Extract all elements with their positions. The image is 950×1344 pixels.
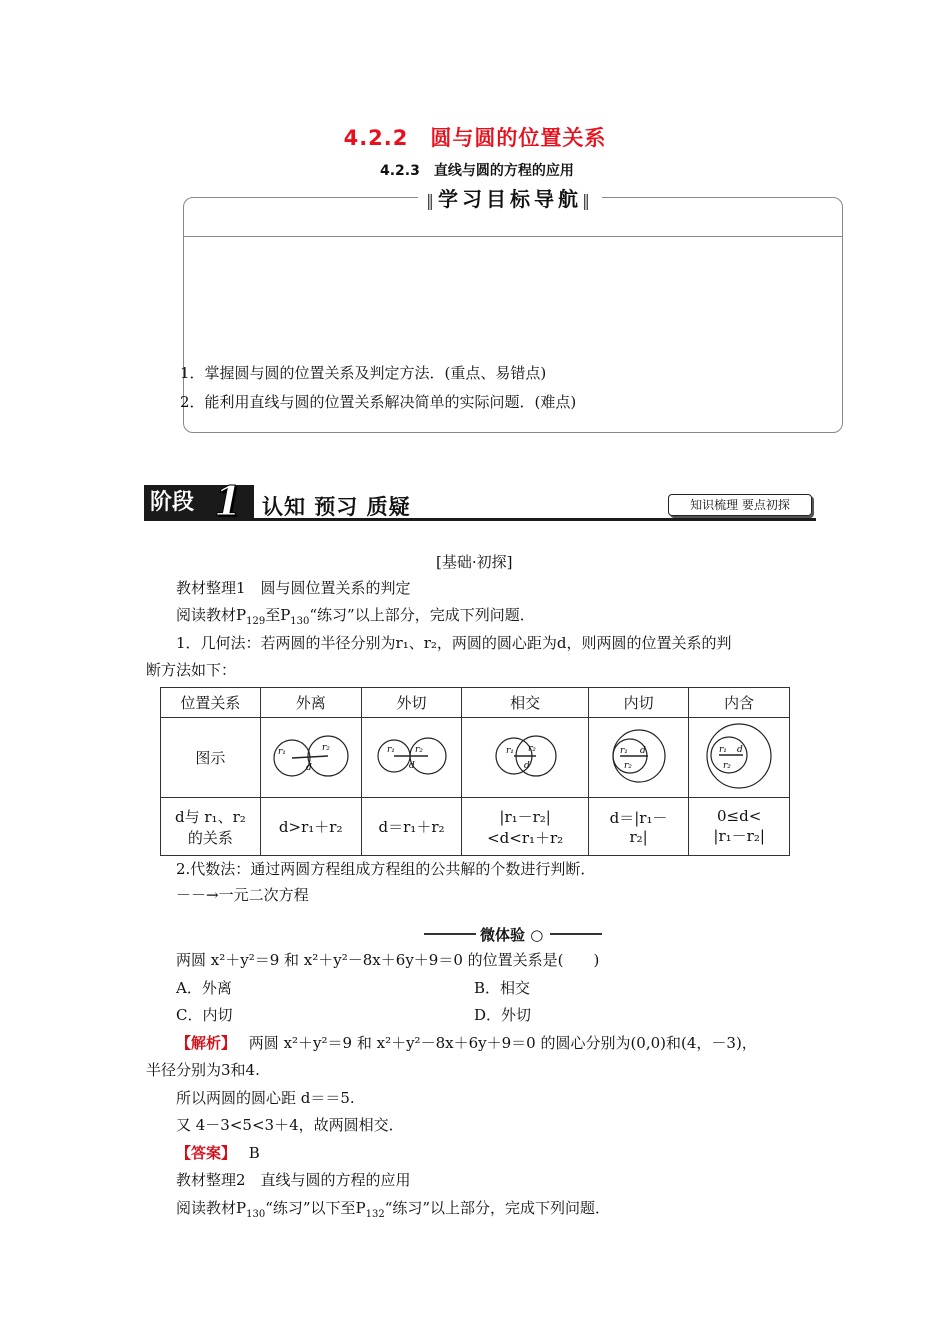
analysis-tag: 【解析】 bbox=[176, 1034, 237, 1052]
row-label-figure: 图示 bbox=[161, 718, 261, 798]
stage-tag: 知识梳理 要点初探 bbox=[668, 494, 812, 516]
fig-label-r2: r₂ bbox=[414, 744, 423, 755]
analysis-conclusion: 又 4－3<5<3＋4，故两圆相交． bbox=[176, 1116, 404, 1134]
item-1-cont: 断方法如下： bbox=[146, 661, 237, 679]
page-title: 4.2.2 圆与圆的位置关系 bbox=[343, 126, 607, 150]
separate-circles-figure bbox=[266, 726, 356, 786]
question: 两圆 x²＋y²＝9 和 x²＋y²－8x＋6y＋9＝0 的位置关系是( ) bbox=[176, 951, 600, 969]
fig-label-d: d bbox=[737, 744, 743, 755]
fig-label-r2: r₂ bbox=[723, 760, 732, 771]
analysis-cont: 半径分别为3和4. bbox=[146, 1061, 260, 1079]
answer: 【答案】 B bbox=[176, 1144, 260, 1162]
table-header: 外切 bbox=[361, 688, 462, 718]
table-header: 内含 bbox=[689, 688, 790, 718]
read-instruction-2: 阅读教材$P_{130}“$练习”以下至$P_{132}“$练习”以上部分，完成下列问题． bbox=[176, 1199, 611, 1220]
intersecting-circles-figure bbox=[480, 726, 570, 786]
fig-label-r2: r₂ bbox=[623, 760, 632, 771]
topic-1: 教材整理1 圆与圆位置关系的判定 bbox=[176, 579, 411, 597]
externally-tangent-figure bbox=[367, 726, 457, 786]
goals-box-frame bbox=[183, 236, 843, 357]
stage-label: 阶段 bbox=[144, 485, 254, 521]
relation-tangent-external: d＝r₁＋r₂ bbox=[361, 798, 462, 856]
option-d: D．外切 bbox=[474, 1006, 532, 1024]
fig-label-r1: r₁ bbox=[386, 744, 395, 755]
answer-tag: 【答案】 bbox=[176, 1144, 237, 1162]
figure-contained bbox=[689, 718, 790, 798]
analysis-distance: 所以两圆的圆心距 d＝＝5. bbox=[176, 1089, 355, 1107]
goal-item: 1．掌握圆与圆的位置关系及判定方法．(重点、易错点) bbox=[180, 364, 547, 382]
fig-label-d: d bbox=[408, 760, 415, 771]
goal-item: 2．能利用直线与圆的位置关系解决简单的实际问题．(难点) bbox=[180, 393, 577, 411]
fig-label-r1: r₁ bbox=[719, 744, 728, 755]
page-subtitle: 4.2.3 直线与圆的方程的应用 bbox=[380, 163, 574, 179]
fig-label-r2: r₂ bbox=[321, 742, 330, 753]
relation-contained: 0≤d< |r₁－r₂| bbox=[689, 798, 790, 856]
item-2: 2.代数法：通过两圆方程组成方程组的公共解的个数进行判断． bbox=[176, 860, 596, 878]
figure-tangent-external bbox=[361, 718, 462, 798]
figure-external bbox=[260, 718, 361, 798]
goals-heading: ‖ 学习目标导航 ‖ bbox=[418, 183, 602, 212]
fig-label-d: d bbox=[524, 760, 530, 771]
figure-tangent-internal bbox=[588, 718, 688, 798]
option-a: A．外离 bbox=[176, 979, 232, 997]
table-header: 相交 bbox=[462, 688, 588, 718]
section-tag: [基础·初探] bbox=[436, 553, 513, 571]
topic-2: 教材整理2 直线与圆的方程的应用 bbox=[176, 1171, 411, 1189]
fig-label-r1: r₁ bbox=[619, 745, 628, 756]
fig-label-r1: r₁ bbox=[506, 745, 515, 756]
table-header: 内切 bbox=[588, 688, 688, 718]
contained-circles-figure bbox=[699, 721, 779, 791]
internally-tangent-figure bbox=[604, 724, 674, 788]
option-c: C．内切 bbox=[176, 1006, 233, 1024]
fig-label-r1: r₁ bbox=[277, 746, 286, 757]
relation-intersect: |r₁－r₂| <d<r₁＋r₂ bbox=[462, 798, 588, 856]
relation-tangent-internal: d＝|r₁－ r₂| bbox=[588, 798, 688, 856]
fig-label-d: d bbox=[305, 762, 312, 773]
stage-number: 1 bbox=[214, 478, 242, 525]
item-1: 1．几何法：若两圆的半径分别为r₁、r₂，两圆的圆心距为d，则两圆的位置关系的判 bbox=[176, 634, 732, 652]
table-header: 外离 bbox=[260, 688, 361, 718]
relation-external: d>r₁＋r₂ bbox=[260, 798, 361, 856]
relation-table bbox=[160, 687, 790, 856]
stage-name: 认知 预习 质疑 bbox=[262, 495, 411, 519]
micro-heading: 微体验 bbox=[480, 926, 526, 944]
read-instruction-1: 阅读教材$P_{129}$至$P_{130}“$练习”以上部分，完成下列问题． bbox=[176, 606, 535, 627]
fig-label-d: d bbox=[639, 745, 646, 756]
table-header: 位置关系 bbox=[161, 688, 261, 718]
figure-intersect bbox=[462, 718, 588, 798]
analysis: 【解析】 两圆 x²＋y²＝9 和 x²＋y²－8x＋6y＋9＝0 的圆心分别为(0,0)和(4，－3)， bbox=[176, 1034, 757, 1052]
option-b: B．相交 bbox=[474, 979, 531, 997]
fig-label-r2: r₂ bbox=[528, 743, 537, 754]
row-label-relation: d与 r₁、r₂ 的关系 bbox=[161, 798, 261, 856]
arrow-line: －－→一元二次方程 bbox=[176, 886, 309, 904]
